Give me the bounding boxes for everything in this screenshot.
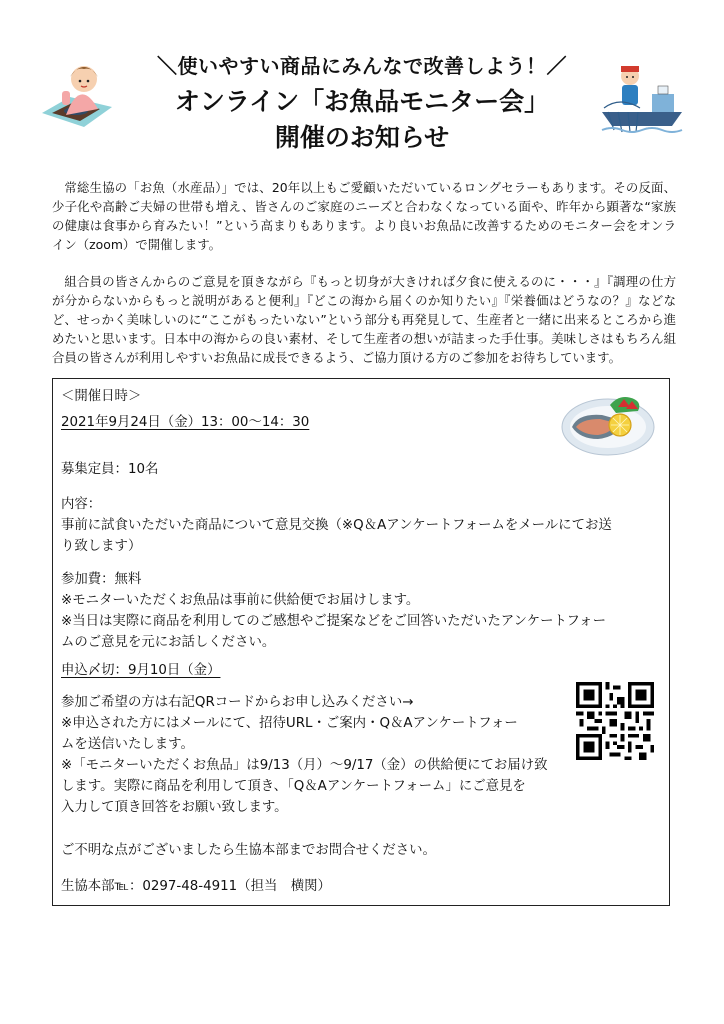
- intro-text: [52, 178, 676, 254]
- datetime-heading: ＜開催日時＞: [61, 389, 142, 404]
- content-label: 内容：: [61, 497, 102, 512]
- intro-paragraph-2: 組合員の皆さんからのご意見を頂きながら『もっと切身が大きければ夕食に使えるのに・・・』『調理の仕方が分からないからもっと説明があると便利』『どこの海から届くのか知りたい』『栄養価はどうなの？』などなど、せっかく美味しいのに“ここがもったいない”という部分も再発見して、生産者と一緒に出来るところから進めたいと思います。日本中の海からの良い素材、そして生産者の想いが詰まった手仕事。美味しさはもちろん組合員の皆さんが利用しやすいお魚品に成長できるよう、ご協力頂ける方のご参加をお待ちしています。: [52, 274, 676, 365]
- deadline: 申込〆切：9月10日（金）: [61, 663, 221, 678]
- fish-dish-illustration: [558, 387, 658, 459]
- qr-code-icon[interactable]: [576, 682, 654, 760]
- delivery-note-line-2: します。実際に商品を利用して頂き、「Q＆Aアンケートフォーム」にご意見を: [61, 779, 526, 794]
- fee: 参加費：無料: [61, 572, 142, 587]
- intro-paragraph-1: 常総生協の「お魚（水産品）」では、20年以上もご愛顧いただいているロングセラーもあります。その反面、少子化や高齢ご夫婦の世帯も増え、皆さんのご家庭のニーズと合わなくなっている面や、昨年から顕著な“家族の健康は食事から育みたい！”という高まりもあります。より良いお魚品に改善するためのモニター会をオンライン（zoom）で開催します。: [52, 180, 676, 252]
- apply-instruction: 参加ご希望の方は右記QRコードからお申し込みください→: [61, 695, 414, 710]
- page-title-line2: 開催のお知らせ: [274, 123, 450, 152]
- delivery-note-line-3: 入力して頂き回答をお願い致します。: [61, 800, 288, 815]
- contact-info: 生協本部℡：0297-48-4911（担当 横関）: [61, 879, 331, 894]
- contact-note: ご不明な点がございましたら生協本部までお問合せください。: [61, 843, 436, 858]
- apply-note-line-2: ムを送信いたします。: [61, 737, 194, 752]
- note-2-line-2: ムのご意見を元にお話しください。: [61, 635, 276, 650]
- page-title: オンライン「お魚品モニター会」: [174, 87, 550, 116]
- content-line-2: り致します）: [61, 539, 142, 554]
- intro-text-2: [52, 272, 676, 367]
- event-details-box: [52, 378, 670, 906]
- event-datetime: 2021年9月24日（金）13：00～14：30: [61, 415, 310, 430]
- page-subtitle: ＼使いやすい商品にみんなで改善しよう！／: [157, 54, 567, 78]
- content-line-1: 事前に試食いただいた商品について意見交換（※Q＆Aアンケートフォームをメールにてお送: [61, 518, 612, 533]
- note-1: ※モニターいただくお魚品は事前に供給便でお届けします。: [61, 593, 420, 608]
- delivery-note-line-1: ※「モニターいただくお魚品」は9/13（月）～9/17（金）の供給便にてお届け致: [61, 758, 548, 773]
- apply-note-line-1: ※申込された方にはメールにて、招待URL・ご案内・Q＆Aアンケートフォー: [61, 716, 518, 731]
- fisherman-illustration: [600, 60, 684, 136]
- note-2-line-1: ※当日は実際に商品を利用してのご感想やご提案などをご回答いただいたアンケートフォー: [61, 614, 606, 629]
- capacity: 募集定員：10名: [61, 462, 159, 477]
- cooking-woman-illustration: [40, 55, 120, 135]
